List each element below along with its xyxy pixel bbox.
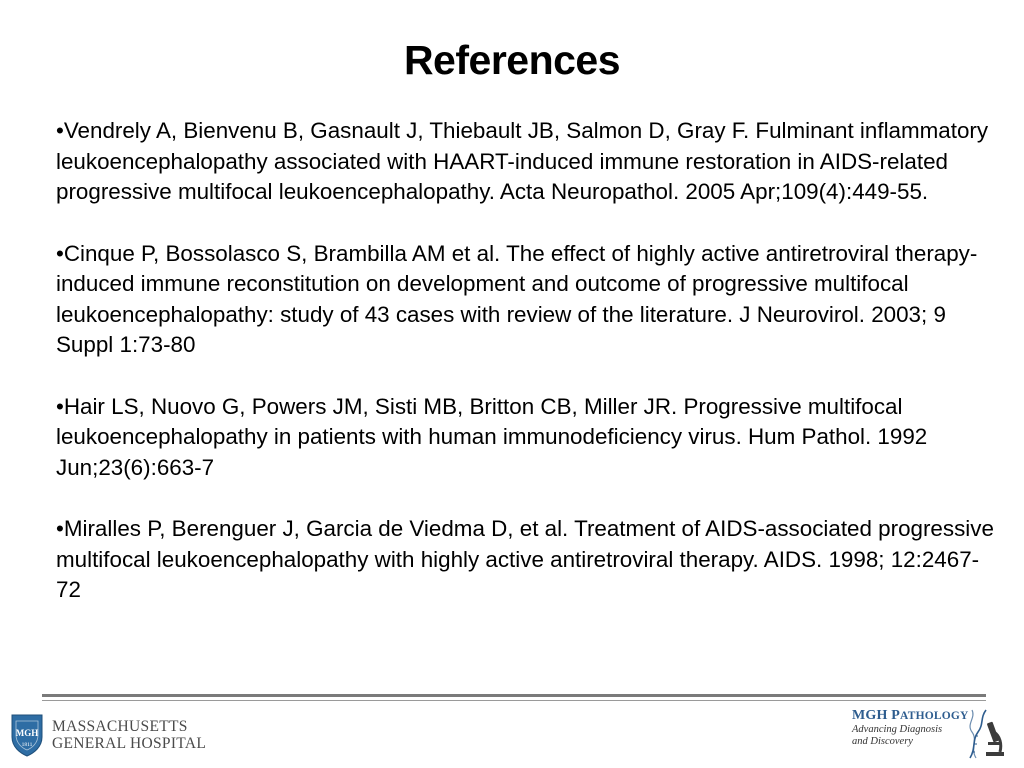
mgh-pathology-logo [852,708,1020,764]
mgh-name-line1: MASSACHUSETTS [52,718,188,735]
shield-label: MGH [15,728,39,738]
mgh-name-line2: GENERAL HOSPITAL [52,735,207,752]
pathology-tagline-1: Advancing Diagnosis [852,724,943,735]
shield-year: 1811 [21,742,33,748]
microscope-dna-icon [966,708,1006,760]
reference-item: •Cinque P, Bossolasco S, Brambilla AM et al. The effect of highly active antiretroviral therapy-induced immune reconstitution on development and outcome of progressive multifocal leukoencephalopathy: study of 43 cases with review of the literature. J Neurovirol. 2003; 9 Suppl 1:73-80 [56,240,978,357]
reference-item: •Hair LS, Nuovo G, Powers JM, Sisti MB, Britton CB, Miller JR. Progressive multifocal leukoencephalopathy in patients with human immunodeficiency virus. Hum Pathol. 1992 Jun;23(6):663-7 [56,393,928,480]
pathology-title: MGH PATHOLOGY [852,708,969,723]
mgh-shield-icon [10,713,44,757]
reference-item: •Vendrely A, Bienvenu B, Gasnault J, Thiebault JB, Salmon D, Gray F. Fulminant inflammatory leukoencephalopathy associated with HAART-induced immune restoration in AIDS-related progressive multifocal leukoencephalopathy. Acta Neuropathol. 2005 Apr;109(4):449-55. [56,118,989,204]
slide-title: References [403,37,621,83]
reference-item: •Miralles P, Berenguer J, Garcia de Viedma D, et al. Treatment of AIDS-associated progressive multifocal leukoencephalopathy with highly active antiretroviral therapy. AIDS. 1998; 12:2467-72 [56,516,994,602]
pathology-tagline-2: and Discovery [852,736,913,747]
mgh-name [52,718,206,752]
references-list [56,116,996,637]
mgh-hospital-logo [10,712,206,758]
footer-divider [42,694,986,701]
